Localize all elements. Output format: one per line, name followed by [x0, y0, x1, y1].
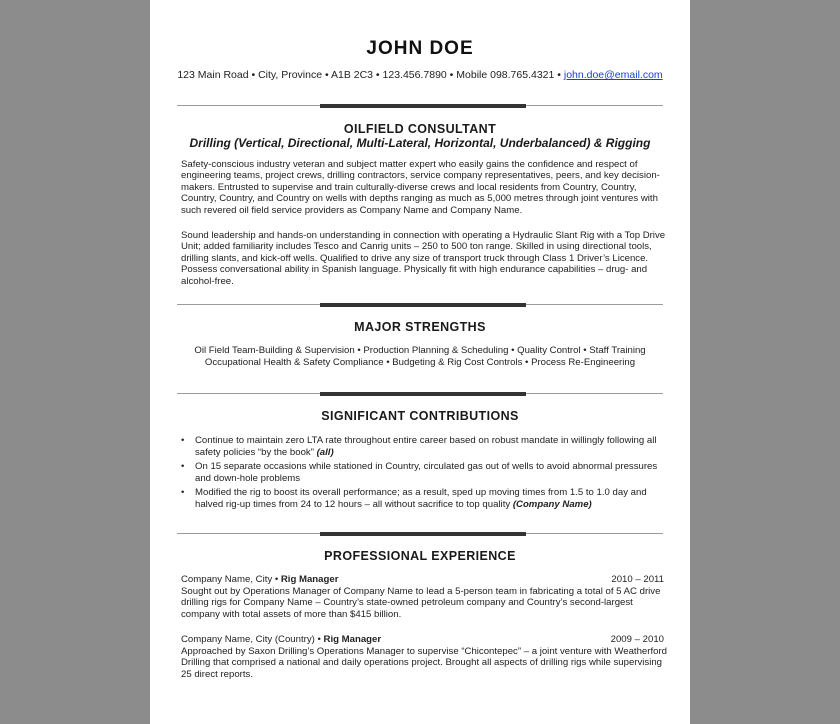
contribution-text: On 15 separate occasions while stationed in Country, circulated gas out of wells to avoid abnormal pressures and down-hole problems [195, 461, 658, 484]
contact-details: 123 Main Road • City, Province • A1B 2C3 • 123.456.7890 • Mobile 098.765.4321 • [177, 69, 561, 81]
job-header [181, 574, 664, 586]
section-divider-accent [320, 104, 526, 108]
contact-line [150, 69, 690, 81]
resume-page [150, 0, 690, 724]
list-item [180, 487, 666, 511]
profile-paragraph: Safety-conscious industry veteran and subject matter expert who easily gains the confidence and respect of engineering teams, project crews, drilling contractors, service company representatives, peers, and key decision-makers. Entrusted to supervise and train culturally-diverse crews and local residents from Country, Country, Country, Country, and Country on wells with depths ranging as much as 5,000 metres through joint ventures with such revered oil field service providers as Company Name and Company Name. [181, 159, 660, 216]
profile-title: OILFIELD CONSULTANT [343, 122, 497, 136]
job-company: Company Name, City • [181, 574, 281, 585]
job-role: Rig Manager [280, 574, 339, 585]
contribution-note: (Company Name) [512, 499, 592, 510]
section-divider-accent [320, 303, 526, 307]
profile-subtitle: Drilling (Vertical, Directional, Multi-Lateral, Horizontal, Underbalanced) & Rigging [189, 136, 651, 150]
candidate-name: JOHN DOE [366, 38, 474, 59]
strengths-line: Oil Field Team-Building & Supervision • Production Planning & Scheduling • Quality Control • Staff Training [194, 345, 646, 356]
bullet-marker: • [181, 461, 185, 472]
job-description: Sought out by Operations Manager of Company Name to lead a 5-person team in fabricating a total of 5 AC drive drilling rigs for Company Name – Country’s state-owned petroleum company and Country’s second-largest company with total assets of more than $415 billion. [181, 586, 661, 620]
section-divider-accent [320, 532, 526, 536]
contributions-list [180, 435, 666, 513]
job-years: 2009 – 2010 [610, 634, 664, 645]
contribution-note: (all) [316, 447, 334, 458]
job-role: Rig Manager [323, 634, 382, 645]
contribution-text: Continue to maintain zero LTA rate throughout entire career based on robust mandate in willingly following all safety policies “by the book” [195, 435, 657, 458]
job-description: Approached by Saxon Drilling’s Operations Manager to supervise “Chicontepec” – a joint venture with Weatherford Drilling that comprised a national and daily operations project. Brought all aspects of drilling rigs while supervising 25 direct reports. [181, 646, 667, 680]
email-link[interactable]: john.doe@email.com [563, 69, 663, 81]
strengths-line: Occupational Health & Safety Compliance • Budgeting & Rig Cost Controls • Process Re-Engineering [204, 357, 636, 368]
job-years: 2010 – 2011 [611, 574, 664, 585]
contribution-text: Modified the rig to boost its overall performance; as a result, sped up moving times from 1.5 to 1.0 day and halved rig-up times from 24 to 12 hours – all without sacrifice to top quality [195, 487, 647, 510]
contributions-title: SIGNIFICANT CONTRIBUTIONS [321, 409, 519, 423]
bullet-marker: • [181, 435, 185, 446]
strengths-title: MAJOR STRENGTHS [354, 320, 486, 334]
job-company: Company Name, City (Country) • [181, 634, 324, 645]
list-item [180, 435, 666, 459]
experience-title: PROFESSIONAL EXPERIENCE [324, 549, 516, 563]
section-divider-accent [320, 392, 526, 396]
profile-paragraph: Sound leadership and hands-on understanding in connection with operating a Hydraulic Slant Rig with a Top Drive Unit; added familiarity includes Tesco and Canrig units – 250 to 500 ton range. Skilled in using directional tools, drilling slants, and kick-off wells. Qualified to drive any size of transport truck through Class 1 Driver’s Licence. Possess conversational ability in Spanish language. Physically fit with high endurance capabilities – drug- and alcohol-free. [181, 230, 666, 287]
list-item [180, 461, 666, 485]
bullet-marker: • [181, 487, 185, 498]
job-header [181, 634, 664, 646]
